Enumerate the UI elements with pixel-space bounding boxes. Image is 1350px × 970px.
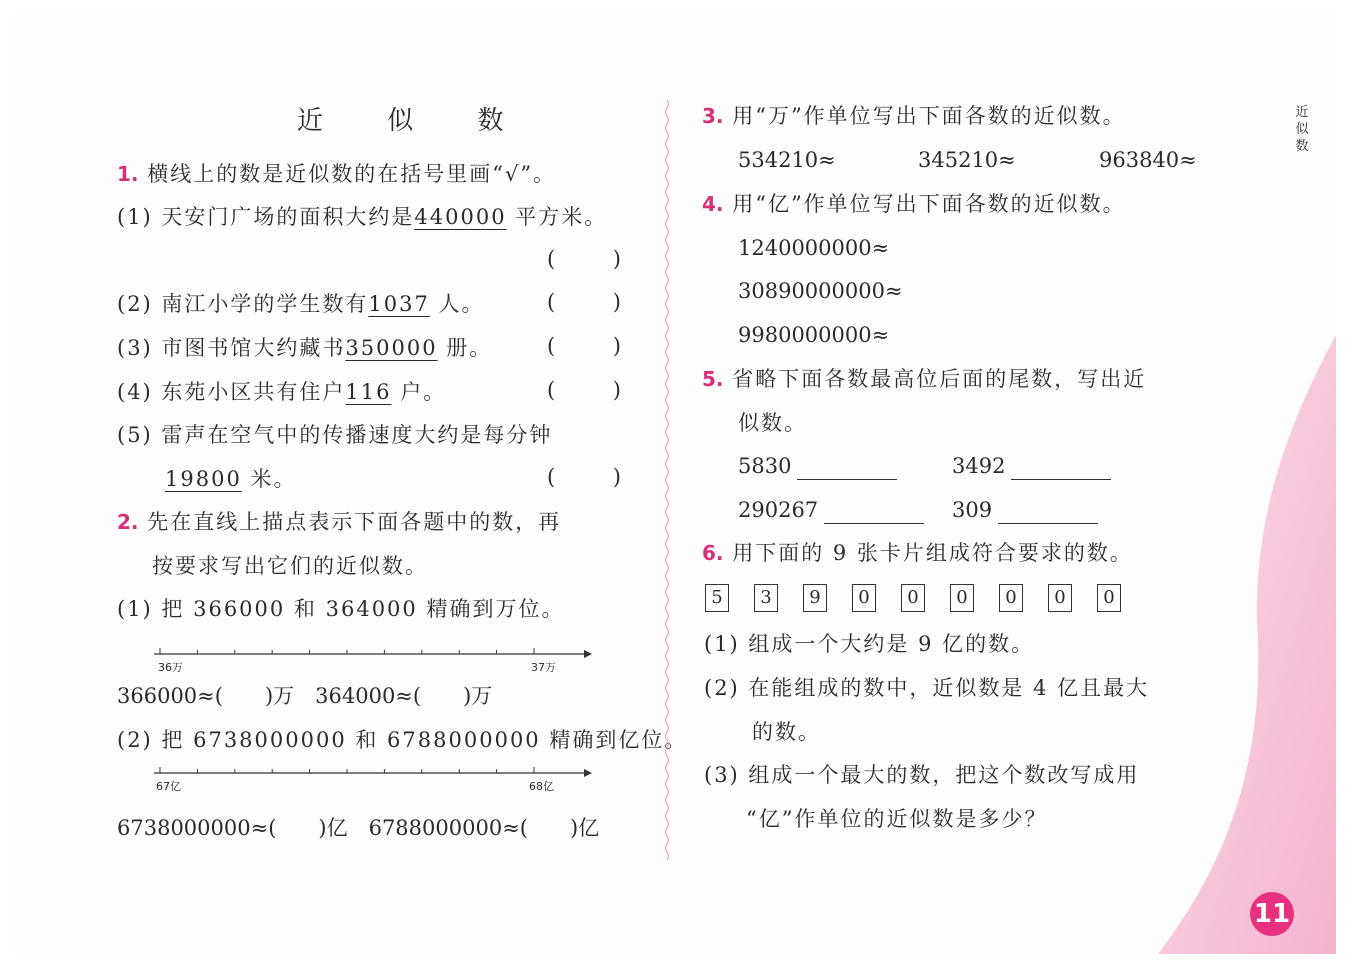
q1-answer-2[interactable]: ( )	[547, 290, 621, 314]
q4-heading: 4. 用“亿”作单位写出下面各数的近似数。	[702, 192, 1126, 216]
q6-sub2-line2: 的数。	[752, 720, 821, 744]
q3-item-3: 963840≈	[1099, 148, 1197, 172]
q5-item-2: 3492	[952, 452, 1111, 480]
page-number-badge: 11	[1250, 892, 1294, 936]
q5-item-1: 5830	[738, 452, 897, 480]
page-title: 近 似 数	[297, 106, 532, 136]
q5-blank-2[interactable]	[1011, 457, 1111, 480]
card-8: 0	[1048, 584, 1072, 612]
q1-item-5-line2: 19800 米。	[165, 467, 297, 491]
q1-answer-3[interactable]: ( )	[547, 334, 621, 358]
card-1: 5	[705, 584, 729, 612]
q5-item-3: 290267	[738, 496, 924, 524]
number-line-1[interactable]	[150, 644, 595, 664]
side-section-label: 近似数	[1295, 105, 1309, 154]
q2-answer-2[interactable]: 6738000000≈( )亿 6788000000≈( )亿	[117, 816, 600, 840]
q6-sub2-line1: (2) 在能组成的数中，近似数是 4 亿且最大	[704, 676, 1150, 700]
page-divider	[664, 100, 670, 860]
card-3: 9	[803, 584, 827, 612]
axis2-left-label: 67亿	[156, 780, 181, 793]
q2-sub1: (1) 把 366000 和 364000 精确到万位。	[117, 597, 565, 621]
q5-blank-1[interactable]	[797, 457, 897, 480]
card-6: 0	[950, 584, 974, 612]
q1-item-2: (2) 南江小学的学生数有1037 人。	[117, 292, 485, 316]
q2-heading: 2. 先在直线上描点表示下面各题中的数，再	[117, 510, 562, 534]
axis1-left-label: 36万	[158, 661, 183, 674]
q2-heading-line2: 按要求写出它们的近似数。	[152, 554, 428, 578]
card-9: 0	[1097, 584, 1121, 612]
q1-item-4: (4) 东苑小区共有住户116 户。	[117, 380, 447, 404]
q2-answer-1[interactable]: 366000≈( )万 364000≈( )万	[117, 684, 493, 708]
q1-heading: 1. 横线上的数是近似数的在括号里画“√”。	[117, 162, 557, 186]
axis2-right-label: 68亿	[529, 780, 554, 793]
q1-item-5-line1: (5) 雷声在空气中的传播速度大约是每分钟	[117, 423, 553, 447]
q6-sub3-line2: “亿”作单位的近似数是多少？	[746, 807, 1048, 831]
q4-item-1: 1240000000≈	[738, 236, 890, 260]
q1-answer-4[interactable]: ( )	[547, 378, 621, 402]
axis1-right-label: 37万	[531, 661, 556, 674]
card-7: 0	[999, 584, 1023, 612]
q2-sub2: (2) 把 6738000000 和 6788000000 精确到亿位。	[117, 728, 688, 752]
q3-item-1: 534210≈	[738, 148, 836, 172]
q5-item-4: 309	[952, 496, 1098, 524]
q5-heading-line2: 似数。	[738, 411, 807, 435]
number-cards	[705, 584, 1121, 612]
q3-heading: 3. 用“万”作单位写出下面各数的近似数。	[702, 104, 1126, 128]
q1-item-1: (1) 天安门广场的面积大约是440000 平方米。	[117, 205, 608, 229]
card-5: 0	[901, 584, 925, 612]
q3-item-2: 345210≈	[918, 148, 1016, 172]
card-4: 0	[852, 584, 876, 612]
q6-heading: 6. 用下面的 9 张卡片组成符合要求的数。	[702, 541, 1133, 565]
card-2: 3	[754, 584, 778, 612]
q5-blank-3[interactable]	[824, 501, 924, 524]
q1-item-3: (3) 市图书馆大约藏书350000 册。	[117, 336, 493, 360]
q1-answer-1[interactable]: ( )	[547, 247, 621, 271]
q1-answer-5[interactable]: ( )	[547, 465, 621, 489]
q4-item-3: 9980000000≈	[738, 323, 890, 347]
q5-blank-4[interactable]	[998, 501, 1098, 524]
q5-heading: 5. 省略下面各数最高位后面的尾数，写出近	[702, 367, 1147, 391]
q6-sub3-line1: (3) 组成一个最大的数，把这个数改写成用	[704, 763, 1140, 787]
q6-sub1: (1) 组成一个大约是 9 亿的数。	[704, 632, 1035, 656]
q4-item-2: 30890000000≈	[738, 279, 903, 303]
